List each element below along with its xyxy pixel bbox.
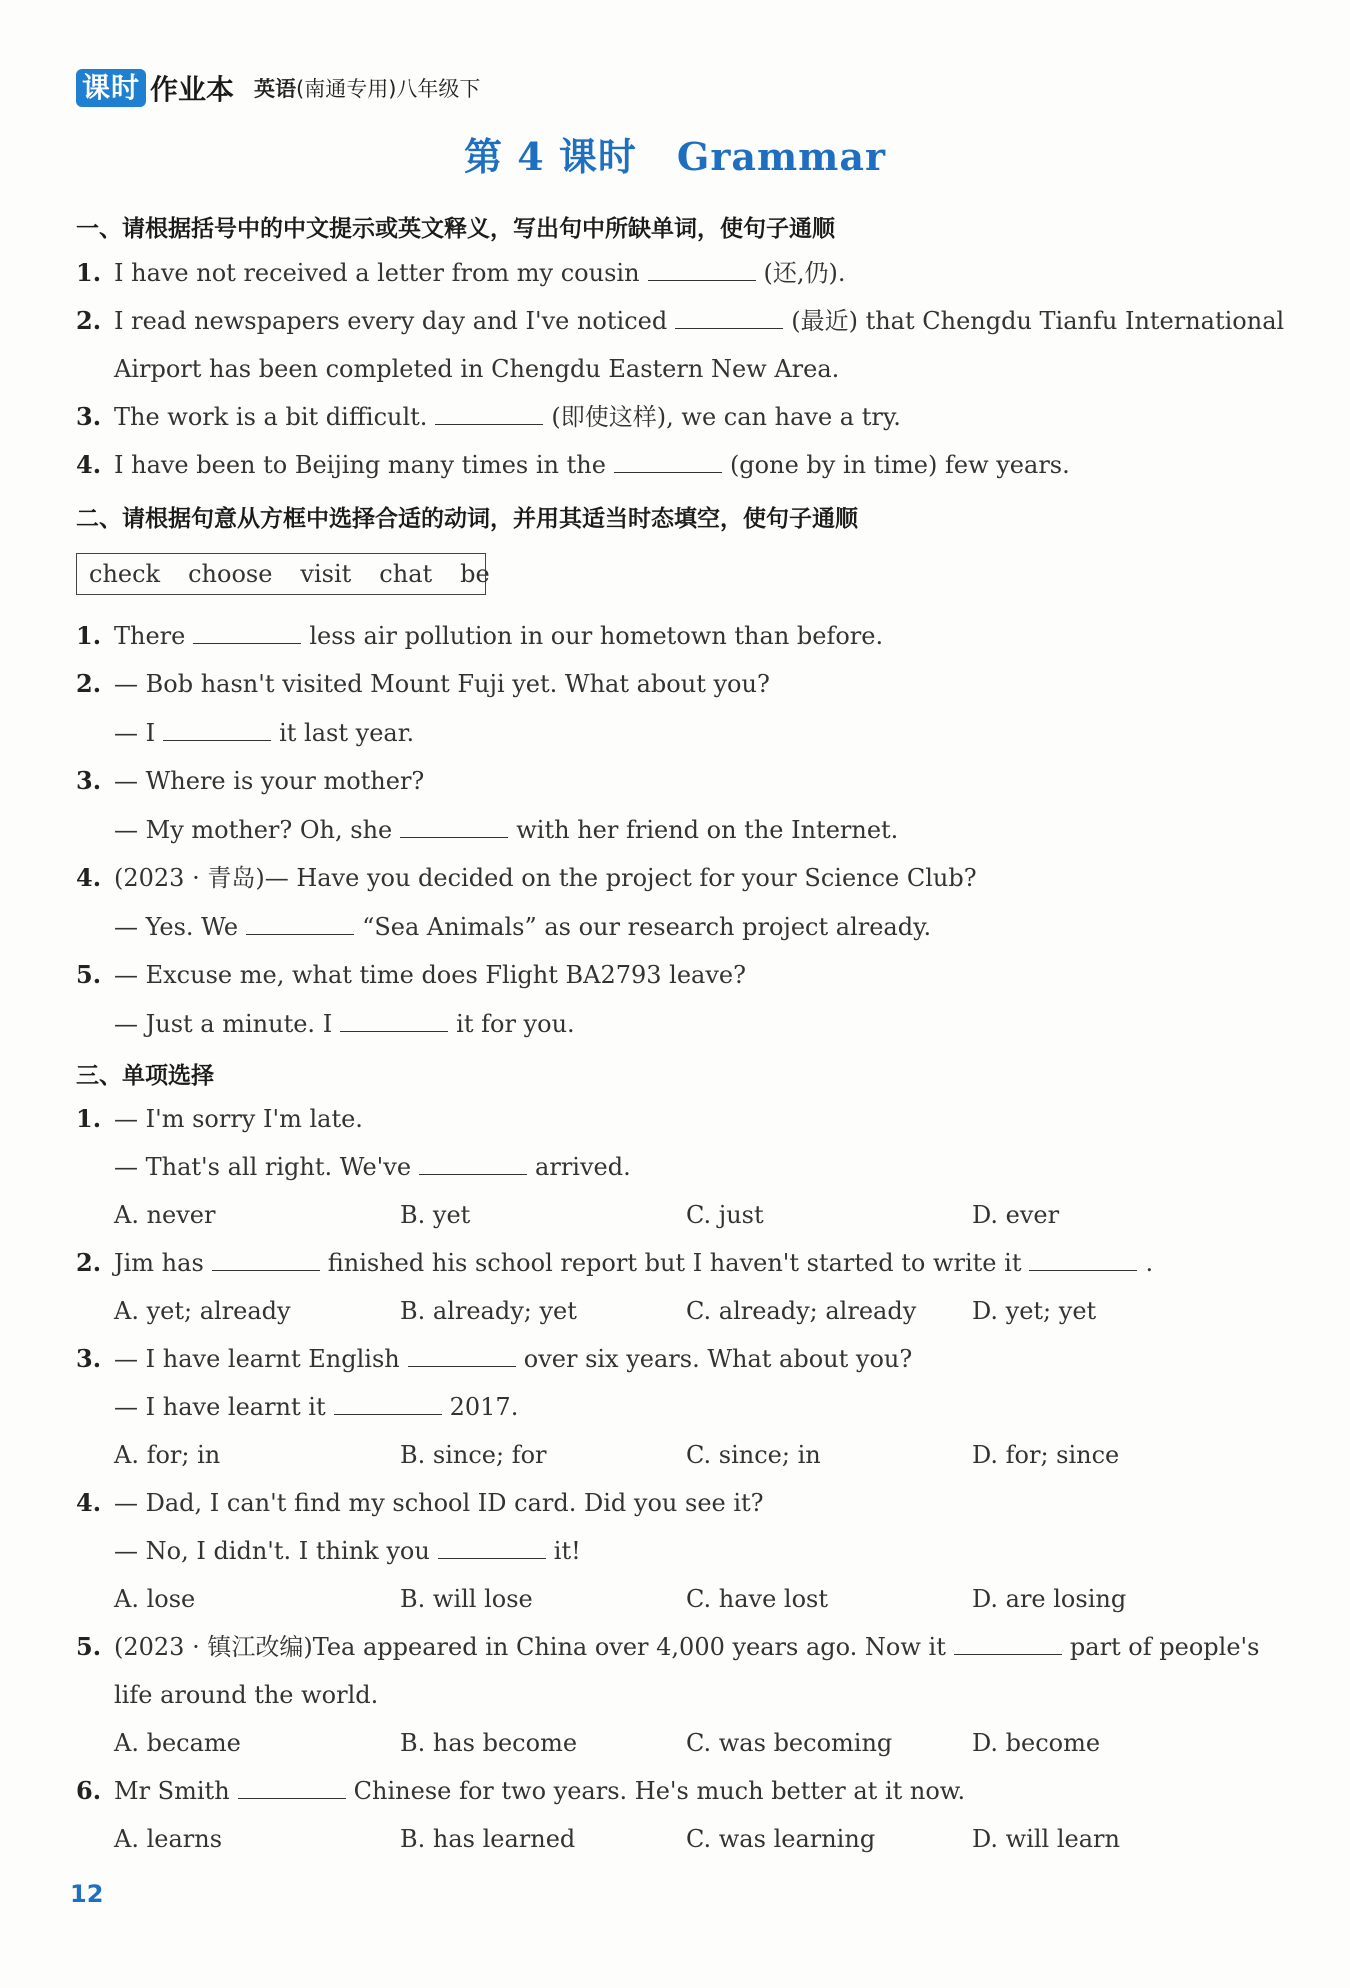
option-a[interactable]: A. lose: [114, 1585, 196, 1613]
option-a[interactable]: A. learns: [114, 1825, 223, 1853]
option-d[interactable]: D. become: [972, 1729, 1101, 1757]
option-b[interactable]: B. has learned: [400, 1825, 576, 1853]
s3-q1-reply: — That's all right. We've arrived.: [114, 1153, 631, 1181]
option-a[interactable]: A. became: [114, 1729, 241, 1757]
option-b[interactable]: B. will lose: [400, 1585, 533, 1613]
answer-blank[interactable]: [246, 912, 354, 935]
section1-heading: 一、请根据括号中的中文提示或英文释义，写出句中所缺单词，使句子通顺: [76, 216, 835, 242]
s1-item-1: 1. I have not received a letter from my cousin (还,仍).: [76, 258, 846, 287]
s2-item-4: 4. (2023 · 青岛)— Have you decided on the project for your Science Club?: [76, 863, 977, 892]
option-c[interactable]: C. was learning: [686, 1825, 876, 1853]
word-option: check: [89, 560, 161, 588]
answer-blank[interactable]: [675, 306, 783, 329]
page-title: [0, 126, 1350, 181]
option-a[interactable]: A. yet; already: [114, 1297, 291, 1325]
option-c[interactable]: C. was becoming: [686, 1729, 893, 1757]
s2-item-3-reply: — My mother? Oh, she with her friend on the Internet.: [114, 816, 899, 844]
answer-blank[interactable]: [193, 621, 301, 644]
s3-q6: 6. Mr Smith Chinese for two years. He's much better at it now.: [76, 1776, 966, 1805]
section2-heading: 二、请根据句意从方框中选择合适的动词，并用其适当时态填空，使句子通顺: [76, 506, 858, 532]
option-d[interactable]: D. for; since: [972, 1441, 1120, 1469]
answer-blank[interactable]: [334, 1392, 442, 1415]
s2-item-2: 2. — Bob hasn't visited Mount Fuji yet. What about you?: [76, 669, 770, 698]
option-b[interactable]: B. since; for: [400, 1441, 547, 1469]
answer-blank[interactable]: [648, 258, 756, 281]
subject-label: [254, 73, 480, 103]
header: [76, 68, 480, 108]
logo-mark: 课时: [76, 69, 146, 107]
option-a[interactable]: A. for; in: [114, 1441, 221, 1469]
option-b[interactable]: B. yet: [400, 1201, 471, 1229]
option-d[interactable]: D. are losing: [972, 1585, 1127, 1613]
word-option: chat: [379, 560, 433, 588]
answer-blank[interactable]: [435, 402, 543, 425]
option-c[interactable]: C. since; in: [686, 1441, 821, 1469]
lesson-number: 第 4 课时: [463, 134, 637, 179]
s3-q5-cont: life around the world.: [114, 1681, 379, 1709]
word-option: be: [460, 560, 490, 588]
subject-rest: (南通专用)八年级下: [296, 77, 481, 101]
option-c[interactable]: C. already; already: [686, 1297, 917, 1325]
option-b[interactable]: B. has become: [400, 1729, 578, 1757]
option-b[interactable]: B. already; yet: [400, 1297, 577, 1325]
s3-q1: 1. — I'm sorry I'm late.: [76, 1104, 363, 1133]
lesson-topic: Grammar: [676, 134, 887, 179]
answer-blank[interactable]: [408, 1344, 516, 1367]
logo-text: 作业本: [150, 73, 235, 106]
s1-item-4: 4. I have been to Beijing many times in the (gone by in time) few years.: [76, 450, 1070, 479]
s2-item-3: 3. — Where is your mother?: [76, 766, 425, 795]
answer-blank[interactable]: [212, 1248, 320, 1271]
answer-blank[interactable]: [438, 1536, 546, 1559]
subject-bold: 英语: [254, 77, 297, 101]
s1-item-3: 3. The work is a bit difficult. (即使这样), we can have a try.: [76, 402, 901, 431]
option-c[interactable]: C. just: [686, 1201, 764, 1229]
option-d[interactable]: D. will learn: [972, 1825, 1120, 1853]
s2-item-1: 1. There less air pollution in our hometown than before.: [76, 621, 884, 650]
s2-item-4-reply: — Yes. We “Sea Animals” as our research project already.: [114, 913, 932, 941]
page-number: 12: [70, 1880, 104, 1908]
s2-item-2-reply: — I it last year.: [114, 719, 415, 747]
answer-blank[interactable]: [419, 1152, 527, 1175]
s2-item-5: 5. — Excuse me, what time does Flight BA2793 leave?: [76, 960, 746, 989]
answer-blank[interactable]: [163, 718, 271, 741]
option-c[interactable]: C. have lost: [686, 1585, 829, 1613]
option-d[interactable]: D. ever: [972, 1201, 1060, 1229]
answer-blank[interactable]: [400, 815, 508, 838]
s1-item-2: 2. I read newspapers every day and I've noticed (最近) that Chengdu Tianfu International: [76, 306, 1285, 335]
logo: [76, 68, 234, 108]
s3-q3-reply: — I have learnt it 2017.: [114, 1393, 519, 1421]
word-box: [76, 553, 490, 595]
s3-q4-reply: — No, I didn't. I think you it!: [114, 1537, 581, 1565]
word-option: choose: [188, 560, 273, 588]
s1-item-2-cont: Airport has been completed in Chengdu Eastern New Area.: [114, 355, 840, 383]
s2-item-5-reply: — Just a minute. I it for you.: [114, 1010, 575, 1038]
option-d[interactable]: D. yet; yet: [972, 1297, 1097, 1325]
s3-q5: 5. (2023 · 镇江改编)Tea appeared in China over 4,000 years ago. Now it part of people's: [76, 1632, 1260, 1661]
word-option: visit: [300, 560, 352, 588]
answer-blank[interactable]: [1029, 1248, 1137, 1271]
s3-q2: 2. Jim has finished his school report but I haven't started to write it .: [76, 1248, 1154, 1277]
option-a[interactable]: A. never: [114, 1201, 216, 1229]
answer-blank[interactable]: [238, 1776, 346, 1799]
answer-blank[interactable]: [340, 1009, 448, 1032]
section3-heading: 三、单项选择: [76, 1063, 214, 1089]
answer-blank[interactable]: [614, 450, 722, 473]
s3-q3: 3. — I have learnt English over six years. What about you?: [76, 1344, 913, 1373]
answer-blank[interactable]: [954, 1632, 1062, 1655]
s3-q4: 4. — Dad, I can't find my school ID card. Did you see it?: [76, 1488, 764, 1517]
